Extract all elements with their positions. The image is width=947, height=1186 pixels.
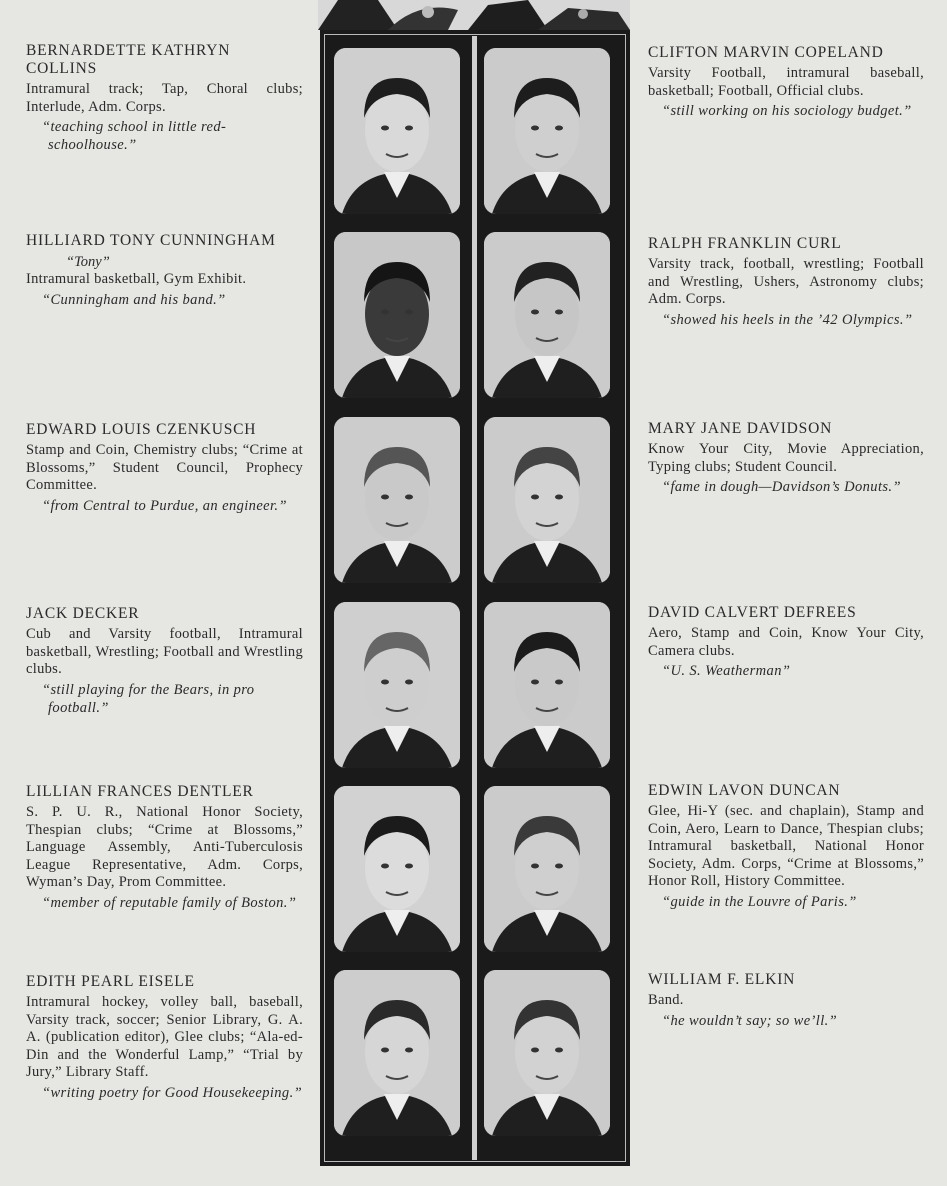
header-artwork — [318, 0, 630, 30]
senior-name: MARY JANE DAVIDSON — [648, 420, 833, 437]
senior-name: JACK DECKER — [26, 605, 140, 622]
senior-entry-defrees — [648, 604, 924, 680]
senior-activities: Intramural basketball, Gym Exhibit. — [26, 271, 247, 287]
senior-name: BERNARDETTE KATHRYN COLLINS — [26, 42, 231, 77]
senior-activities: Know Your City, Movie Appreciation, Typing clubs; Student Council. — [648, 441, 924, 475]
senior-entry-cunningham — [26, 232, 303, 309]
portrait-dentler — [334, 786, 460, 952]
senior-nickname: “Tony” — [66, 254, 110, 270]
senior-name: DAVID CALVERT DEFREES — [648, 604, 857, 621]
senior-activities: Intramural track; Tap, Choral clubs; Interlude, Adm. Corps. — [26, 81, 303, 115]
senior-activities: Varsity track, football, wrestling; Football and Wrestling, Ushers, Astronomy clubs; Adm. Corps. — [648, 256, 924, 307]
senior-activities: S. P. U. R., National Honor Society, Thespian clubs; “Crime at Blossoms,” Language Assembly, Anti-Tuberculosis League Representative, Adm. Corps, Wyman’s Day, Prom Committee. — [26, 804, 303, 890]
senior-entry-davidson — [648, 420, 924, 496]
portrait-elkin — [484, 970, 610, 1136]
senior-name: LILLIAN FRANCES DENTLER — [26, 783, 254, 800]
senior-name: RALPH FRANKLIN CURL — [648, 235, 842, 252]
senior-quote: “teaching school in little red-schoolhouse.” — [42, 119, 227, 153]
senior-quote: “guide in the Louvre of Paris.” — [662, 893, 857, 910]
senior-entry-duncan — [648, 782, 924, 911]
senior-quote: “fame in dough—Davidson’s Donuts.” — [662, 479, 901, 495]
senior-entry-elkin — [648, 971, 924, 1030]
senior-entry-copeland — [648, 44, 924, 120]
senior-activities: Intramural hockey, volley ball, baseball, Varsity track, soccer; Senior Library, G. A. A. (publication editor), Glee clubs; “Ala-ed-Din and the Wonderful Lamp,” “Trial by Jury,” Library Staff. — [26, 994, 303, 1080]
senior-activities: Stamp and Coin, Chemistry clubs; “Crime at Blossoms,” Student Council, Prophecy Committee. — [26, 442, 303, 493]
portrait-czenkusch — [334, 417, 460, 583]
portrait-collins — [334, 48, 460, 214]
senior-name: HILLIARD TONY CUNNINGHAM — [26, 232, 276, 249]
senior-name: EDITH PEARL EISELE — [26, 973, 195, 990]
senior-quote: “U. S. Weatherman” — [662, 663, 791, 679]
senior-quote: “Cunningham and his band.” — [42, 291, 226, 308]
senior-quote: “still playing for the Bears, in pro football.” — [42, 681, 255, 716]
senior-name: EDWARD LOUIS CZENKUSCH — [26, 421, 257, 438]
senior-entry-czenkusch — [26, 421, 303, 515]
portrait-duncan — [484, 786, 610, 952]
senior-name: CLIFTON MARVIN COPELAND — [648, 44, 884, 61]
senior-quote: “member of reputable family of Boston.” — [42, 894, 297, 911]
senior-quote: “from Central to Purdue, an engineer.” — [42, 497, 287, 514]
senior-activities: Cub and Varsity football, Intramural basketball, Wrestling; Football and Wrestling clubs. — [26, 626, 303, 677]
senior-quote: “showed his heels in the ’42 Olympics.” — [662, 311, 913, 328]
portrait-curl — [484, 232, 610, 398]
portrait-defrees — [484, 602, 610, 768]
portrait-cunningham — [334, 232, 460, 398]
senior-entry-decker — [26, 605, 303, 717]
portrait-eisele — [334, 970, 460, 1136]
senior-name: WILLIAM F. ELKIN — [648, 971, 796, 988]
senior-entry-collins — [26, 42, 303, 154]
senior-entry-dentler — [26, 783, 303, 912]
senior-name: EDWIN LAVON DUNCAN — [648, 782, 841, 799]
portrait-copeland — [484, 48, 610, 214]
senior-quote: “still working on his sociology budget.” — [662, 103, 912, 119]
strip-divider — [472, 36, 477, 1160]
senior-activities: Aero, Stamp and Coin, Know Your City, Camera clubs. — [648, 625, 924, 659]
photo-strip — [320, 30, 630, 1166]
senior-activities: Varsity Football, intramural baseball, basketball; Football, Official clubs. — [648, 65, 924, 99]
senior-entry-eisele — [26, 973, 303, 1102]
portrait-decker — [334, 602, 460, 768]
senior-activities: Band. — [648, 992, 684, 1008]
senior-quote: “he wouldn’t say; so we’ll.” — [662, 1012, 838, 1029]
senior-entry-curl — [648, 235, 924, 329]
portrait-davidson — [484, 417, 610, 583]
senior-quote: “writing poetry for Good Housekeeping.” — [42, 1084, 303, 1101]
senior-activities: Glee, Hi-Y (sec. and chaplain), Stamp and Coin, Aero, Learn to Dance, Thespian clubs; Intramural basketball, National Honor Society, Adm. Corps, “Crime at Blossoms,” Honor Roll, History Committee. — [648, 803, 924, 889]
